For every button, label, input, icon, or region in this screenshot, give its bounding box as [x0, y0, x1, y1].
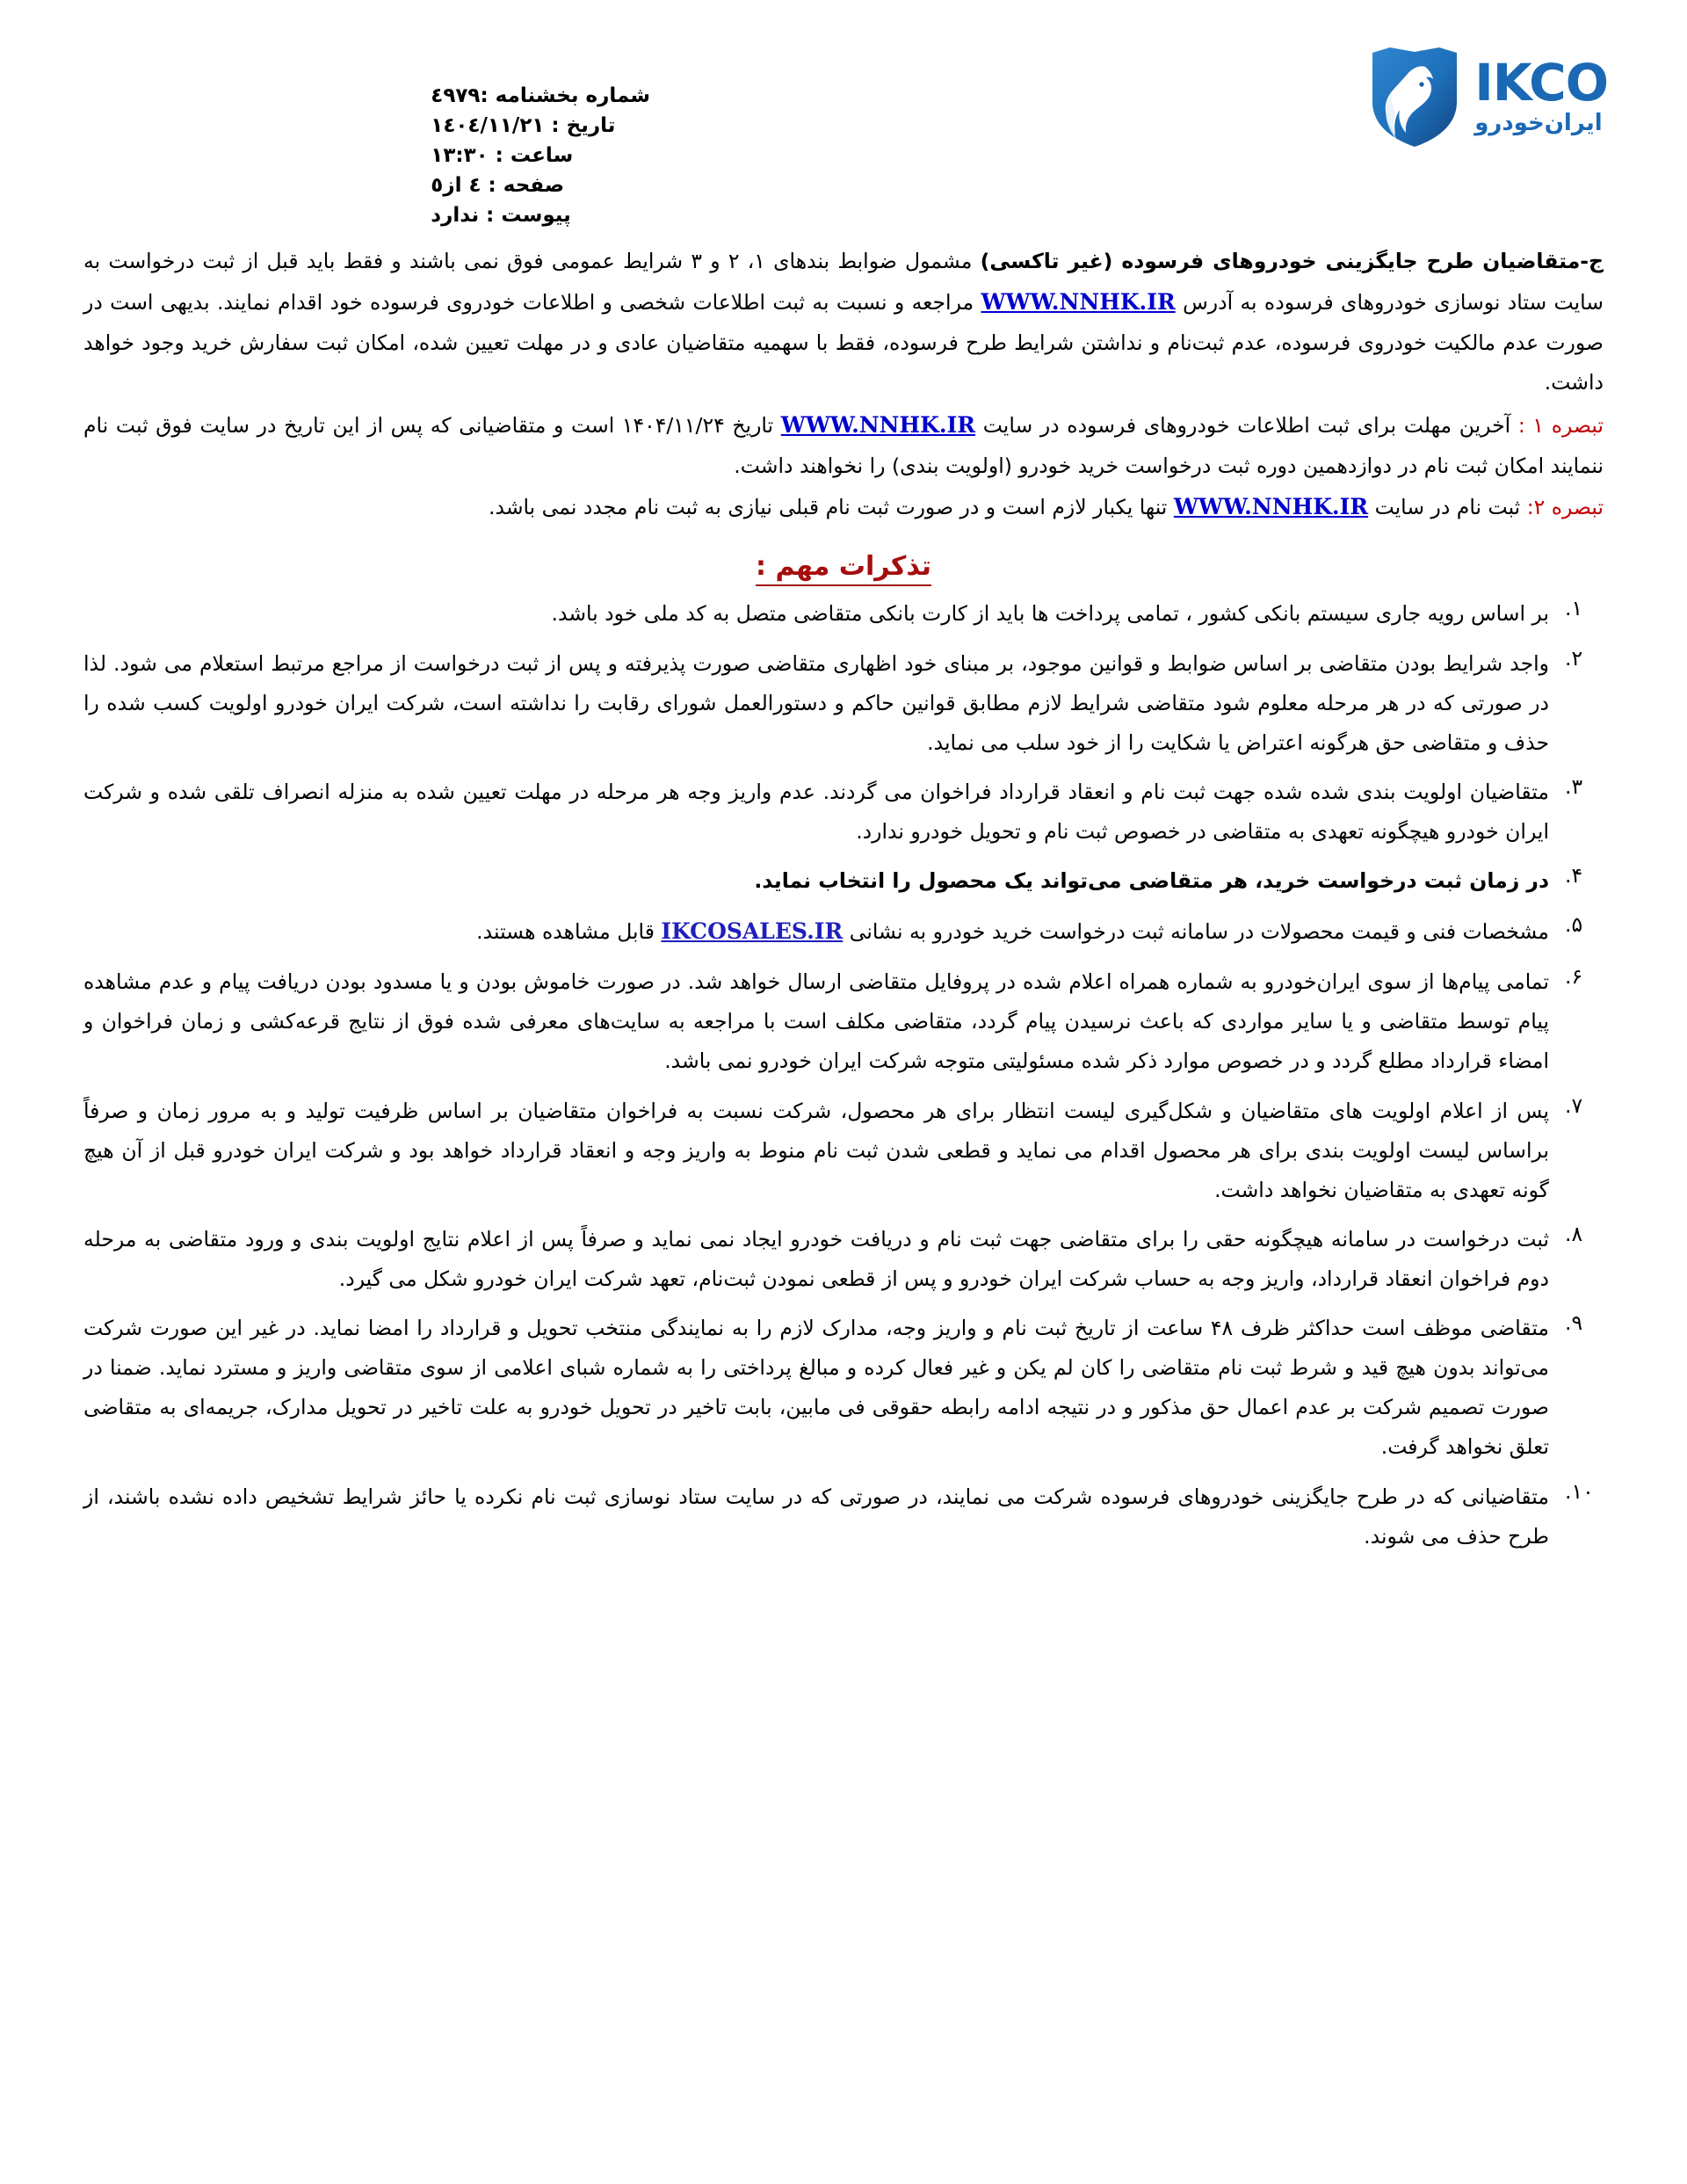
list-item [83, 594, 1604, 634]
attachment-status: پیوست : ندارد [431, 204, 571, 228]
list-item [83, 911, 1604, 953]
list-item-text: در زمان ثبت درخواست خرید، هر متقاضی می‌تواند یک محصول را انتخاب نماید. [754, 868, 1549, 894]
note-2 [83, 486, 1604, 528]
list-item-text [83, 911, 1549, 953]
list-item-text-2: قابل مشاهده هستند. [476, 919, 662, 945]
intro-text-1: مشمول ضوابط بندهای ۱، ۲ و ۳ شرایط عمومی فوق نمی باشند و فقط باید قبل از ثبت درخواست به سایت ستاد نوسازی خودروهای فرسوده به آدرس [83, 249, 1604, 316]
intro-text-2: مراجعه و نسبت به ثبت اطلاعات شخصی و اطلاعات خودروی فرسوده خود اقدام نمایند. بدیهی است در صورت عدم مالکیت خودروی فرسوده، عدم ثبت‌نام و نداشتن شرایط طرح فرسوده، فقط با سهمیه متقاضیان عادی و در مهلت تعیین شده، امکان ثبت سفارش خرید وجود خواهد داشت. [83, 290, 1604, 395]
document-header [0, 0, 1687, 228]
list-item-text: پس از اعلام اولویت های متقاضیان و شکل‌گیری لیست انتظار برای هر محصول، شرکت نسبت به فراخوان متقاضیان بر اساس ظرفیت تولید و به مرور زمان و صرفاً براساس لیست اولویت بندی برای هر محصول اقدام می نماید و قطعی شدن ثبت نام منوط به واریز وجه و انعقاد قرارداد خواهد بود و شرکت ایران خودرو قبل از آن هیچ گونه تعهدی به متقاضیان نخواهد داشت. [83, 1098, 1549, 1202]
list-item-number: ۸. [1565, 1221, 1583, 1246]
list-item-number: ۱۰. [1565, 1478, 1594, 1504]
list-item [83, 773, 1604, 852]
list-item-text: متقاضی موظف است حداکثر ظرف ۴۸ ساعت از تاریخ ثبت نام و واریز وجه، مدارک لازم را به نمایندگی منتخب تحویل و قرارداد را امضا نماید. در غیر این صورت شرکت می‌تواند بدون هیچ قید و شرط ثبت نام متقاضی را کان لم یکن و غیر فعال کرده و مبالغ پرداختی را به شماره شبای اعلامی از سوی متقاضی واریز و مسترد نماید. ضمنا در صورت تصمیم شرکت بر عدم اعمال حق مذکور و در نتیجه ادامه رابطه حقوقی فی مابین، بابت تاخیر در تحویل خودرو به علت تاخیر در تحویل مدارک، جریمه‌ای به متقاضی تعلق نخواهد گرفت. [83, 1316, 1549, 1460]
nnhk-link-note-2[interactable]: WWW.NNHK.IR [1173, 494, 1369, 520]
list-item-number: ۶. [1565, 964, 1583, 990]
note-1-text-1: آخرین مهلت برای ثبت اطلاعات خودروهای فرسوده در سایت [975, 413, 1518, 439]
list-item-text: تمامی پیام‌ها از سوی ایران‌خودرو به شماره همراه اعلام شده در پروفایل متقاضی ارسال خواهد شد. در صورت خاموش بودن و یا مسدود بودن دریافت پیام و عدم مشاهده پیام توسط متقاضی و یا سایر مواردی که باعث نرسیدن پیام گردد، متقاضی مکلف است با مراجعه به سایت‌های معرفی شده فوق از نتایج قرعه‌کشی و زمان فراخوان و امضاء قرارداد مطلع گردد و در خصوص موارد ذکر شده مسئولیتی متوجه شرکت ایران خودرو نمی باشد. [83, 969, 1549, 1074]
note-2-label: تبصره ۲: [1526, 495, 1604, 520]
nnhk-link-note-1[interactable]: WWW.NNHK.IR [780, 412, 976, 439]
list-item-number: ۵. [1565, 912, 1583, 938]
circular-time: ساعت : ١٣:٣٠ [431, 144, 574, 168]
logo-wordmark [1474, 53, 1608, 136]
note-2-text-2: تنها یکبار لازم است و در صورت ثبت نام قبلی نیازی به ثبت نام مجدد نمی باشد. [489, 495, 1174, 520]
list-item-number: ۳. [1565, 773, 1583, 799]
note-1 [83, 404, 1604, 486]
list-item-number: ۴. [1565, 863, 1583, 889]
list-item-text: متقاضیانی که در طرح جایگزینی خودروهای فرسوده شرکت می نمایند، در صورتی که در سایت ستاد نوسازی ثبت نام نکرده یا حائز شرایط تشخیص داده نشده باشند، از طرح حذف می شوند. [83, 1484, 1549, 1549]
circular-date: تاریخ : ١٤٠٤/١١/٢١ [431, 114, 616, 138]
important-notes-title: تذکرات مهم : [756, 551, 931, 586]
list-item [83, 962, 1604, 1081]
list-item [83, 861, 1604, 901]
ikco-logo [1369, 44, 1608, 148]
nnhk-link-intro[interactable]: WWW.NNHK.IR [981, 289, 1176, 316]
list-item [83, 1477, 1604, 1556]
list-item [83, 1092, 1604, 1210]
list-item-text: متقاضیان اولویت بندی شده شده جهت ثبت نام و انعقاد قرارداد فراخوان می گردند. عدم واریز وجه هر مرحله در مهلت تعیین شده به منزله انصراف تلقی شده و شرکت ایران خودرو هیچگونه تعهدی به متقاضی در خصوص ثبت نام و تحویل خودرو ندارد. [83, 779, 1549, 844]
list-item-text: بر اساس رویه جاری سیستم بانکی کشور ، تمامی پرداخت ها باید از کارت بانکی متقاضی متصل به کد ملی خود باشد. [551, 601, 1549, 627]
horse-head-shield-icon [1369, 44, 1460, 148]
important-notes-list [83, 594, 1604, 1556]
list-item-text: واجد شرایط بودن متقاضی بر اساس ضوابط و قوانین موجود، بر مبنای خود اظهاری متقاضی صورت پذیرفته و پس از ثبت درخواست از مراجع مرتبط استعلام می شود. لذا در صورتی که در هر مرحله معلوم شود متقاضی شرایط لازم مطابق قوانین حاکم و دستورالعمل شورای رقابت را نداشته است، شرکت ایران خودرو اولویت کسب شده را حذف و متقاضی حق هرگونه اعتراض یا شکایت را از خود سلب می نماید. [83, 650, 1549, 755]
intro-lead: ج-متقاضیان طرح جایگزینی خودروهای فرسوده (غیر تاکسی) [980, 249, 1604, 273]
intro-paragraph [83, 242, 1604, 403]
list-item-number: ۷. [1565, 1092, 1583, 1118]
list-item [83, 1309, 1604, 1467]
list-item-number: ۲. [1565, 645, 1583, 671]
note-2-text-1: ثبت نام در سایت [1368, 495, 1527, 520]
document-body [83, 242, 1604, 1566]
ikcosales-link[interactable]: IKCOSALES.IR [661, 918, 844, 945]
list-item-text: ثبت درخواست در سامانه هیچگونه حقی را برای متقاضی جهت ثبت نام و دریافت خودرو ایجاد نمی نماید و صرفاً پس از اعلام نتایج اولویت بندی و ورود متقاضی به مرحله دوم فراخوان انعقاد قرارداد، واریز وجه به حساب شرکت ایران خودرو و پس از قطعی نمودن ثبت‌نام، تعهد شرکت ایران خودرو شکل می گیرد. [83, 1226, 1549, 1291]
logo-persian-name: ایران‌خودرو [1474, 110, 1603, 136]
list-item [83, 644, 1604, 763]
important-notes-heading [83, 551, 1604, 582]
circular-number: شماره بخشنامه :٤٩٧٩ [431, 84, 650, 107]
note-1-text-2: تاریخ ۱۴۰۴/۱۱/۲۴ است و متقاضیانی که پس از این تاریخ در سایت فوق ثبت نام ننمایند امکان ثبت نام در دوازدهمین دوره ثبت درخواست خرید خودرو (اولویت بندی) را نخواهند داشت. [83, 413, 1604, 479]
page-number: صفحه : ٤ از٥ [431, 174, 565, 198]
note-1-label: تبصره ۱ : [1517, 413, 1604, 439]
list-item-number: ۱. [1565, 596, 1583, 621]
list-item-text-1: مشخصات فنی و قیمت محصولات در سامانه ثبت درخواست خرید خودرو به نشانی [843, 919, 1549, 945]
header-meta-block [431, 81, 650, 230]
list-item [83, 1220, 1604, 1299]
list-item-number: ۹. [1565, 1310, 1583, 1336]
logo-latin-name: IKCO [1474, 53, 1608, 112]
